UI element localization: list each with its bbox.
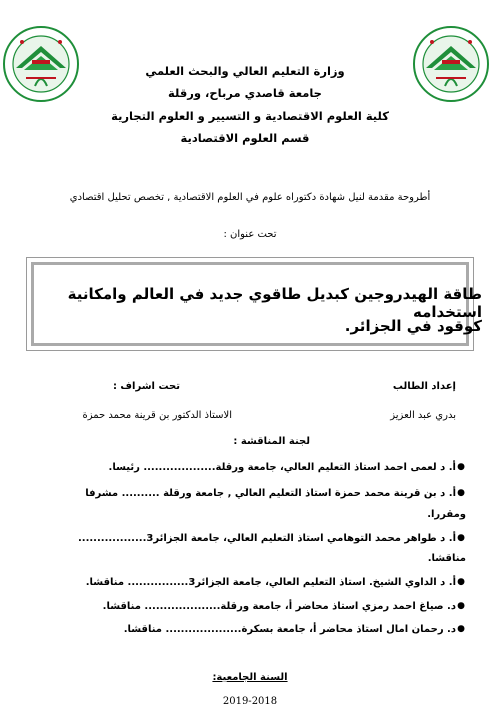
university-logo-right xyxy=(412,16,490,112)
committee-member: أ. د لعمى احمد استاذ التعليم العالي، جامعة ورقلة................... رئيسا. xyxy=(108,462,456,473)
bullet-icon: ● xyxy=(457,577,465,587)
committee-label: لجنة المناقشة : xyxy=(233,436,310,447)
committee-member: أ. د بن قرينة محمد حمزة استاذ التعليم العالي , جامعة ورقلة .......... مشرفا xyxy=(85,488,456,499)
bullet-icon: ● xyxy=(457,624,465,634)
ministry-name: وزارة التعليم العالي والبحث العلمي xyxy=(145,64,345,78)
student-label: إعداد الطالب xyxy=(392,381,456,392)
committee-member: أ. د طواهر محمد التوهامي استاذ التعليم العالي، جامعة الجزائر3.................. xyxy=(77,533,456,544)
department-name: قسم العلوم الاقتصادية xyxy=(180,131,310,145)
thesis-title-line2: كوقود في الجزائر. xyxy=(344,317,482,335)
under-title-label: تحت عنوان : xyxy=(223,229,277,240)
faculty-name: كلية العلوم الاقتصادية و التسيير و العلوم التجارية xyxy=(111,109,389,123)
university-name: جامعة قاصدي مرباح، ورقلة xyxy=(168,86,322,100)
academic-year-label: السنة الجامعية: xyxy=(212,672,288,683)
thesis-title-line1: طاقة الهيدروجين كبديل طاقوي جديد في العالم وامكانية استخدامه xyxy=(67,285,482,321)
committee-member-continuation: ومقررا. xyxy=(427,509,466,520)
committee-member: د. رحمان امال استاذ محاضر أ، جامعة بسكرة.................... مناقشا. xyxy=(123,624,456,635)
student-name: بدري عبد العزيز xyxy=(390,410,456,421)
committee-member: د. صياغ احمد رمزي استاذ محاضر أ، جامعة ورقلة.................... مناقشا. xyxy=(102,601,456,612)
committee-member-continuation: مناقشا. xyxy=(427,553,466,564)
thesis-description: أطروحة مقدمة لنيل شهادة دكتوراه علوم في العلوم الاقتصادية , تخصص تحليل اقتصادي xyxy=(69,192,431,203)
bullet-icon: ● xyxy=(457,488,465,498)
bullet-icon: ● xyxy=(457,462,465,472)
bullet-icon: ● xyxy=(457,601,465,611)
university-logo-left xyxy=(2,16,80,112)
academic-year: 2019-2018 xyxy=(222,696,278,707)
bullet-icon: ● xyxy=(457,533,465,543)
committee-member: أ. د الداوي الشيخ. استاذ التعليم العالي، جامعة الجزائر3................ مناقشا. xyxy=(85,577,456,588)
supervisor-name: الاستاذ الدكتور بن قرينة محمد حمزة xyxy=(82,410,232,421)
supervision-label: تحت اشراف : xyxy=(112,381,180,392)
